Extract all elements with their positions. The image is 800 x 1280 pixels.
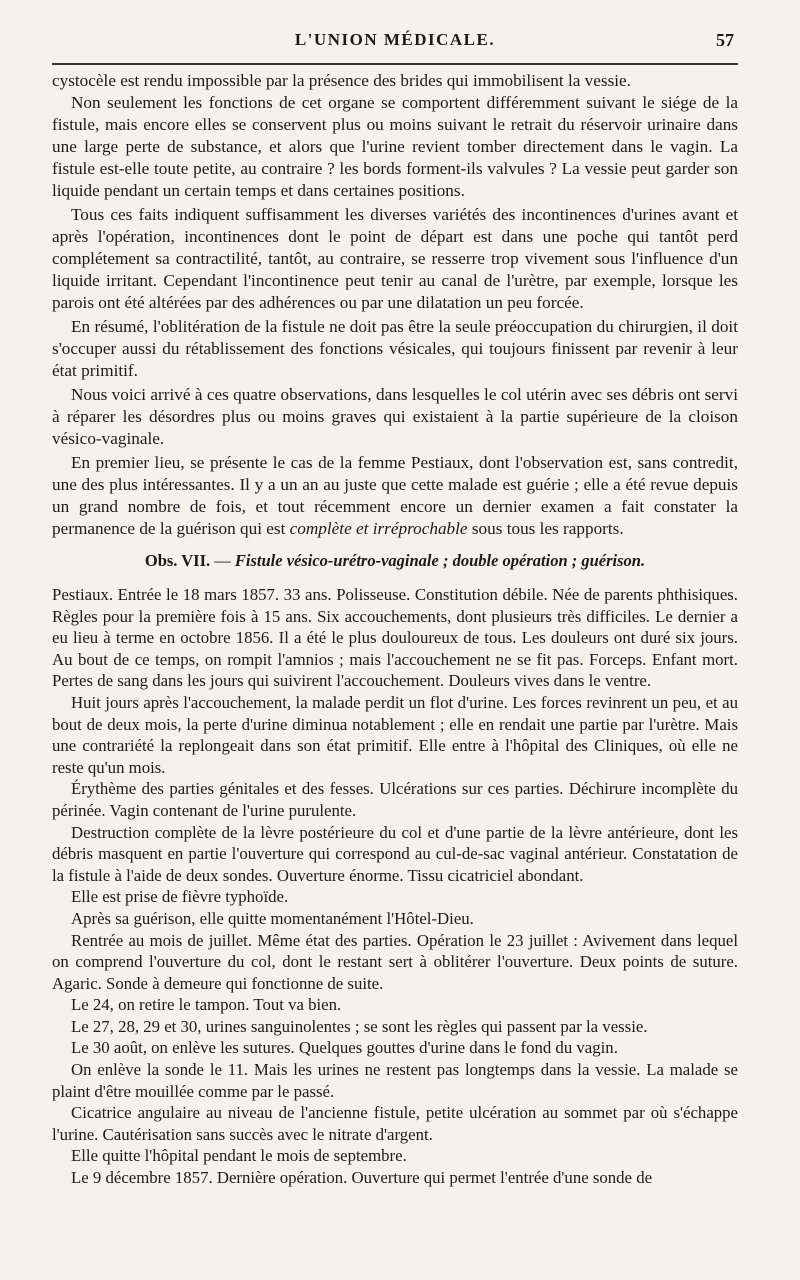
case-paragraph-8: Le 24, on retire le tampon. Tout va bien. <box>71 995 342 1015</box>
paragraph-3: Tous ces faits indiquent suffisamment les diverses variétés des incontinences d'urines avant et après l'opération, incontinences dont le point de départ est dans une poche qui tantôt perd complétement sa contractilité, tantôt, au contraire, se resserre trop vivement sous l'influence d'un liquide irritant. Cependant l'incontinence peut tenir au canal de l'urètre, par exemple, lorsque les parois ont été altérées par des adhérences ou par une dilatation un peu forcée. <box>52 205 738 312</box>
case-paragraph-10: Le 30 août, on enlève les sutures. Quelques gouttes d'urine dans le fond du vagin. <box>71 1038 618 1058</box>
paragraph-6-end: sous tous les rapports. <box>471 519 624 538</box>
page-number: 57 <box>716 30 734 50</box>
page-header <box>50 18 740 58</box>
paragraph-5: Nous voici arrivé à ces quatre observations, dans lesquelles le col utérin avec ses débris ont servi à réparer les désordres plus ou moins graves qui existaient à la partie supérieure de la cloison vésico-vaginale. <box>52 385 738 448</box>
case-paragraph-13: Elle quitte l'hôpital pendant le mois de septembre. <box>71 1146 407 1166</box>
observation-label: Obs. VII. <box>144 551 211 570</box>
paragraph-6-text: En premier lieu, se présente le cas de la femme Pestiaux, dont l'observation est, sans contredit, une des plus intéressantes. Il y a un an au juste que cette malade est guérie ; elle a été revue depuis un grand nombre de fois, et tout récemment encore un dernier examen a fait constater la permanence de la guérison qui est <box>52 453 738 538</box>
case-paragraph-11: On enlève la sonde le 11. Mais les urines ne restent pas longtemps dans la vessie. La malade se plaint d'être mouillée comme par le passé. <box>52 1060 738 1101</box>
observation-heading <box>52 550 738 572</box>
case-paragraph-12: Cicatrice angulaire au niveau de l'ancienne fistule, petite ulcération au sommet par où s'échappe l'urine. Cautérisation sans succès avec le nitrate d'argent. <box>52 1103 738 1144</box>
paragraph-6-emphasis: complète et irréprochable <box>289 519 468 538</box>
paragraph-6 <box>52 452 738 540</box>
paragraph-4: En résumé, l'oblitération de la fistule ne doit pas être la seule préoccupation du chirurgien, il doit s'occuper aussi du rétablissement des fonctions vésicales, qui toujours finissent par revenir à leur état primitif. <box>52 317 738 380</box>
case-paragraph-6: Après sa guérison, elle quitte momentanément l'Hôtel-Dieu. <box>71 908 474 928</box>
case-paragraph-14: Le 9 décembre 1857. Dernière opération. Ouverture qui permet l'entrée d'une sonde de <box>71 1168 653 1188</box>
paragraph-2: Non seulement les fonctions de cet organe se comportent différemment suivant le siége de la fistule, mais encore elles se conservent plus ou moins suivant le retrait du réservoir urinaire dans une large perte de substance, et alors que l'urine revient tomber directement dans le vagin. La fistule est-elle toute petite, au contraire ? les bords forment-ils valvules ? La vessie peut garder son liquide pendant un certain temps et dans certaines positions. <box>52 93 738 200</box>
case-paragraph-1: Pestiaux. Entrée le 18 mars 1857. 33 ans. Polisseuse. Constitution débile. Née de parents phthisiques. Règles pour la première fois à 15 ans. Six accouchements, dont plusieurs très difficiles. Le dernier a eu lieu à terme en octobre 1856. Il a été le plus douloureux de tous. Les douleurs ont duré six jours. Au bout de ce temps, on rompit l'amnios ; mais l'accouchement ne se fit pas. Forceps. Enfant mort. Pertes de sang dans les jours qui suivirent l'accouchement. Douleurs vives dans le ventre. <box>52 585 738 691</box>
observation-title: Fistule vésico-urétro-vaginale ; double opération ; guérison. <box>234 551 646 570</box>
page-body <box>52 70 738 1189</box>
case-paragraph-5: Elle est prise de fièvre typhoïde. <box>71 887 289 907</box>
case-paragraph-2: Huit jours après l'accouchement, la malade perdit un flot d'urine. Les forces revinrent un peu, et au bout de deux mois, la perte d'urine diminua notablement ; elle en rendait une partie par l'urètre. Mais une contrariété la replongeait dans son état primitif. Elle entre à l'hôpital des Cliniques, où elle ne reste qu'un mois. <box>52 692 738 777</box>
observation-dash: — <box>214 551 231 570</box>
case-paragraph-9: Le 27, 28, 29 et 30, urines sanguinolentes ; se sont les règles qui passent par la vessie. <box>71 1016 648 1036</box>
running-title: L'UNION MÉDICALE. <box>294 30 496 49</box>
header-rule <box>52 63 738 65</box>
case-paragraph-7: Rentrée au mois de juillet. Même état des parties. Opération le 23 juillet : Avivement dans lequel on comprend l'ouverture du col, dont le restant sert à oblitérer l'ouverture. Deux points de suture. Agaric. Sonde à demeure qui fonctionne de suite. <box>52 930 738 993</box>
case-paragraph-4: Destruction complète de la lèvre postérieure du col et d'une partie de la lèvre antérieure, dont les débris masquent en partie l'ouverture qui correspond au cul-de-sac vaginal antérieur. Constatation de la fistule à l'aide de deux sondes. Ouverture énorme. Tissu cicatriciel abondant. <box>52 822 738 885</box>
paragraph-1: cystocèle est rendu impossible par la présence des brides qui immobilisent la vessie. <box>52 71 631 90</box>
case-paragraph-3: Érythème des parties génitales et des fesses. Ulcérations sur ces parties. Déchirure incomplète du périnée. Vagin contenant de l'urine purulente. <box>52 779 738 820</box>
